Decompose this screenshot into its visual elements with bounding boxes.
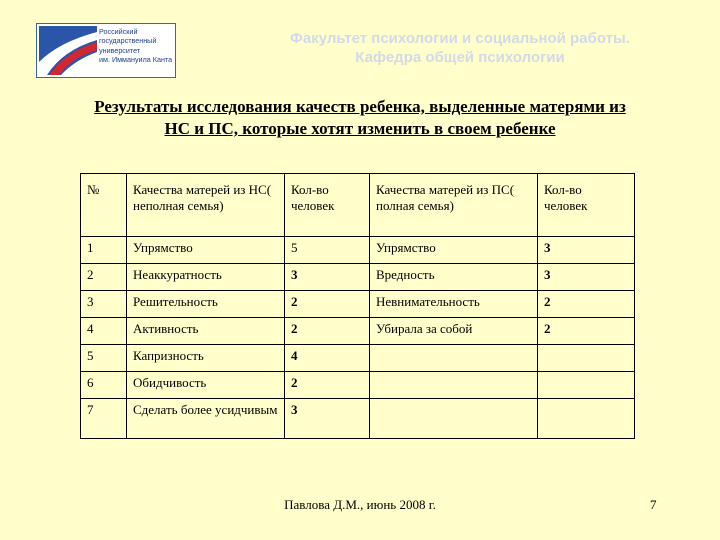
count-ns: 2	[285, 291, 370, 318]
count-ps	[538, 399, 635, 439]
title-line-2: НС и ПС, которые хотят изменить в своем ребенке	[164, 119, 556, 138]
table-row	[81, 345, 635, 372]
quality-ps	[370, 372, 538, 399]
logo-line: Российский	[99, 27, 138, 36]
table-row	[81, 264, 635, 291]
quality-ns: Активность	[127, 318, 285, 345]
department-name: Кафедра общей психологии	[355, 49, 565, 66]
count-ns: 3	[285, 399, 370, 439]
header-count-ps: Кол-во человек	[538, 174, 635, 237]
table-row	[81, 291, 635, 318]
logo-emblem-icon	[39, 26, 97, 75]
row-number: 3	[81, 291, 127, 318]
quality-ns: Обидчивость	[127, 372, 285, 399]
logo-line: им. Иммануила Канта	[99, 55, 173, 65]
quality-ns: Сделать более усидчивым	[127, 399, 285, 439]
logo-line: государственный	[99, 36, 157, 46]
quality-ns: Решительность	[127, 291, 285, 318]
page-number: 7	[650, 497, 657, 512]
header-number: №	[81, 174, 127, 237]
header-qualities-ps: Качества матерей из ПС( полная семья)	[370, 174, 538, 237]
footer-author: Павлова Д.М., июнь 2008 г.	[284, 497, 436, 512]
quality-ns: Неаккуратность	[127, 264, 285, 291]
results-table	[80, 173, 635, 439]
faculty-name: Факультет психологии и социальной работы.	[290, 30, 630, 47]
slide-title	[20, 96, 700, 140]
quality-ns: Упрямство	[127, 237, 285, 264]
count-ps: 2	[538, 291, 635, 318]
quality-ps: Невнимательность	[370, 291, 538, 318]
header-count-ns: Кол-во человек	[285, 174, 370, 237]
count-ns: 2	[285, 318, 370, 345]
count-ns: 2	[285, 372, 370, 399]
count-ns: 3	[285, 264, 370, 291]
count-ps	[538, 372, 635, 399]
header-qualities-ns: Качества матерей из НС( неполная семья)	[127, 174, 285, 237]
quality-ps	[370, 399, 538, 439]
quality-ps	[370, 345, 538, 372]
table-row	[81, 237, 635, 264]
logo-line: университет	[99, 45, 141, 55]
quality-ps: Вредность	[370, 264, 538, 291]
quality-ns: Капризность	[127, 345, 285, 372]
row-number: 5	[81, 345, 127, 372]
count-ps: 2	[538, 318, 635, 345]
count-ps	[538, 345, 635, 372]
slide-header	[230, 29, 690, 67]
count-ps: 3	[538, 264, 635, 291]
table-row	[81, 318, 635, 345]
row-number: 1	[81, 237, 127, 264]
quality-ps: Убирала за собой	[370, 318, 538, 345]
table-header-row	[81, 174, 635, 237]
row-number: 6	[81, 372, 127, 399]
title-line-1: Результаты исследования качеств ребенка, выделенные матерями из	[94, 97, 626, 116]
logo-caption	[99, 27, 175, 65]
count-ns: 5	[285, 237, 370, 264]
table-row	[81, 372, 635, 399]
row-number: 4	[81, 318, 127, 345]
row-number: 7	[81, 399, 127, 439]
row-number: 2	[81, 264, 127, 291]
university-logo	[36, 23, 176, 78]
count-ps: 3	[538, 237, 635, 264]
quality-ps: Упрямство	[370, 237, 538, 264]
table-row	[81, 399, 635, 439]
count-ns: 4	[285, 345, 370, 372]
